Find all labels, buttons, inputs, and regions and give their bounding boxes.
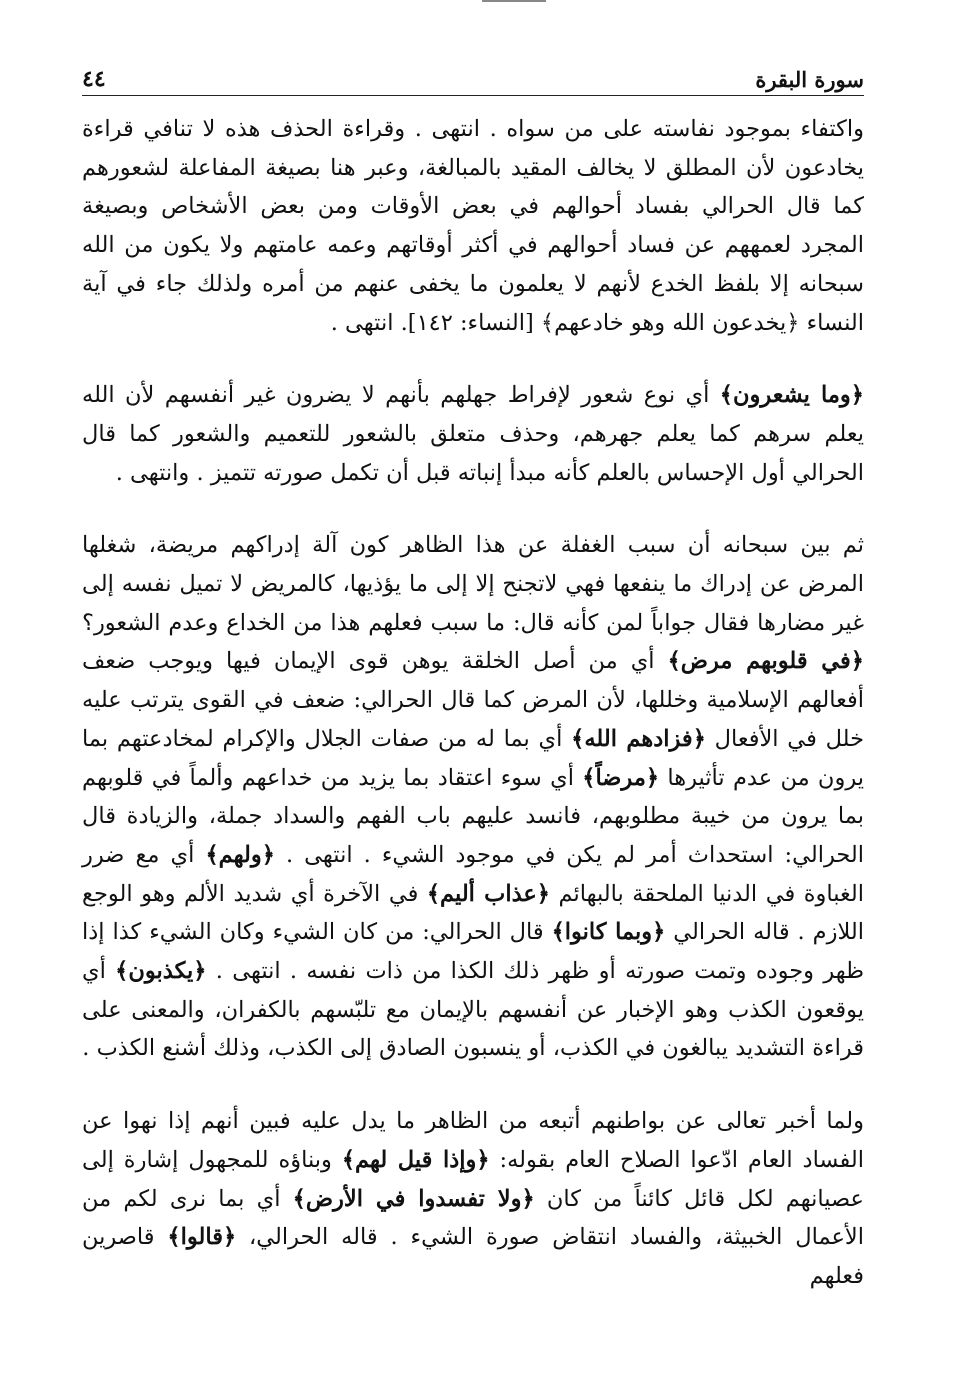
page-number: ٤٤ (82, 66, 106, 92)
quran-quote: ﴿وإذا قيل لهم﴾ (341, 1146, 490, 1173)
text-segment: أي بما له من صفات الجلال والإكرام لمخادعتهم بما يرون من عدم تأثيرها (82, 725, 864, 791)
quran-quote: ﴿فزادهم الله﴾ (571, 725, 706, 752)
text-segment: واكتفاء بموجود نفاسته على من سواه . انتهى . وقراءة الحذف هذه لا تنافي قراءة يخادعون لأن المطلق لا يخالف المقيد بالمبالغة، وعبر هنا بصيغة المفاعلة لشعورهم كما قال الحرالي بفساد أحوالهم في بعض الأوقات ومن بعض الأشخاص وبصيغة المجرد لعمههم عن فساد أحوالهم في أكثر أوقاتهم وعمه عامتهم ولا يكون من الله سبحانه إلا بلفظ الخدع لأنهم لا يعلمون ما يخفى عنهم من أمره ولذلك جاء في آية النساء (82, 116, 864, 336)
quran-quote: ﴿يخدعون الله وهو خادعهم﴾ (540, 309, 800, 336)
text-segment: قال الحرالي: من كان الشيء وكان الشيء كذا إذا ظهر وجوده وتمت صورته أو ظهر ذلك الكذا من ذات نفسه . انتهى . (82, 919, 865, 985)
top-scan-mark (482, 0, 546, 2)
text-segment: أي من أصل الخلقة يوهن قوى الإيمان فيها ويوجب ضعف أفعالهم الإسلامية وخللها، لأن المرض كما قال الحرالي: ضعف في القوى يترتب عليه خلل في الأفعال (82, 648, 864, 752)
paragraph-1 (82, 110, 864, 342)
surah-title: سورة البقرة (755, 67, 864, 92)
quran-quote: ﴿في قلوبهم مرض﴾ (667, 648, 864, 675)
paragraph-2 (82, 376, 864, 492)
text-segment: [النساء: ١٤٢]. انتهى . (330, 309, 541, 336)
page-body (82, 110, 864, 1296)
quran-quote: ﴿عذاب أليم﴾ (426, 880, 550, 907)
quran-quote: ﴿ولهم﴾ (205, 841, 275, 868)
quran-quote: ﴿قالوا﴾ (167, 1224, 237, 1251)
page-header (82, 58, 864, 96)
text-segment: في الآخرة أي شديد الألم وهو الوجع اللازم . قاله الحرالي (82, 880, 864, 946)
text-segment: أي نوع شعور لإفراط جهلهم بأنهم لا يضرون غير أنفسهم لأن الله يعلم سرهم كما يعلم جهرهم، وحذف متعلق بالشعور للتعميم والشعور كما قال الحرالي أول الإحساس بالعلم كأنه مبدأ إنباته قبل أن تكمل صورته تتميز . وانتهى . (82, 382, 864, 486)
quran-quote: ﴿ولا تفسدوا في الأرض﴾ (292, 1185, 535, 1212)
paragraph-4 (82, 1102, 864, 1296)
text-segment: قاصرين فعلهم (82, 1224, 864, 1289)
quran-quote: ﴿مرضاً﴾ (582, 764, 660, 791)
quran-quote: ﴿يكذبون﴾ (115, 958, 207, 985)
text-segment: أي يوقعون الكذب وهو الإخبار عن أنفسهم بالإيمان مع تلبّسهم بالكفران، والمعنى على قراءة التشديد يبالغون في الكذب، أو ينسبون الصادق إلى الكذب، وذلك أشنع الكذب . (82, 958, 864, 1062)
text-segment: ثم بين سبحانه أن سبب الغفلة عن هذا الظاهر كون آلة إدراكهم مريضة، شغلها المرض عن إدراك ما ينفعها فهي لاتجنح إلا إلى ما يؤذيها، كالمريض لا تميل نفسه إلى غير مضارها فقال جواباً لمن كأنه قال: ما سبب فعلهم هذا من الخداع وعدم الشعور؟ (82, 532, 864, 636)
text-segment: وبناؤه للمجهول إشارة إلى عصيانهم لكل قائل كائناً من كان (82, 1146, 864, 1212)
quran-quote: ﴿وبما كانوا﴾ (551, 919, 666, 946)
text-segment: ولما أخبر تعالى عن بواطنهم أتبعه من الظاهر ما يدل عليه فبين أنهم إذا نهوا عن الفساد العام ادّعوا الصلاح العام بقوله: (82, 1108, 864, 1173)
text-segment: أي سوء اعتقاد بما يزيد من خداعهم وألماً في قلوبهم بما يرون من خيبة مطلوبهم، فانسد عليهم باب الفهم والسداد جملة، والزيادة قال الحرالي: استحداث أمر لم يكن في موجود الشيء . انتهى . (82, 764, 864, 868)
paragraph-3 (82, 526, 864, 1068)
quran-quote: ﴿وما يشعرون﴾ (719, 382, 864, 409)
text-segment: أي بما نرى لكم من الأعمال الخبيثة، والفساد انتقاض صورة الشيء . قاله الحرالي، (82, 1185, 864, 1251)
text-segment: أي مع ضرر الغباوة في الدنيا الملحقة بالبهائم (82, 841, 864, 907)
